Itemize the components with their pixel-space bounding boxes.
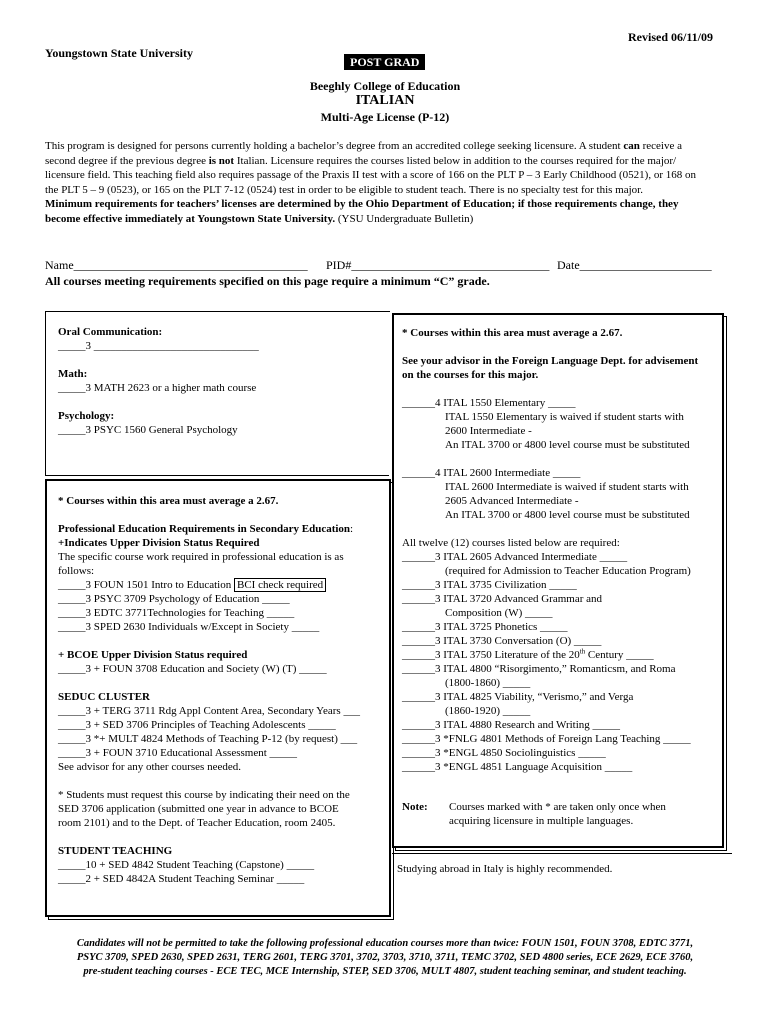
- course-ital-3750[interactable]: [402, 648, 698, 662]
- course-foun-1501[interactable]: _____3 FOUN 1501 Intro to Education: [58, 579, 232, 591]
- average-requirement: * Courses within this area must average a 2.67.: [58, 495, 279, 507]
- footer-line: PSYC 3709, SPED 2630, SPED 2631, TERG 2601, TERG 3701, 3702, 3703, 3710, 3711, TEMC 3702, SED 4800 series, ECE 2629, ECE 3760,: [76, 952, 694, 963]
- note-text: acquiring licensure in multiple languages.: [449, 815, 634, 827]
- intro-requirements-note: become effective immediately at Youngstown State University.: [45, 212, 336, 225]
- course-ital-3750-end: Century _____: [585, 649, 654, 661]
- intro-emphasis: is not: [208, 154, 235, 167]
- course-engl-4851[interactable]: ______3 *ENGL 4851 Language Acquisition _____: [402, 761, 633, 773]
- note-text: Courses marked with * are taken only once when: [449, 801, 666, 813]
- professional-education: [58, 494, 360, 886]
- course-ital-1550[interactable]: ______4 ITAL 1550 Elementary _____: [402, 397, 576, 409]
- course-sed-4842[interactable]: _____10 + SED 4842 Student Teaching (Capstone) _____: [58, 859, 315, 871]
- course-edtc-3771[interactable]: _____3 EDTC 3771Technologies for Teaching _____: [58, 607, 295, 619]
- note-label: Note:: [402, 801, 428, 813]
- advisement-note: on the courses for this major.: [402, 369, 539, 381]
- intro-text: This program is designed for persons currently holding a bachelor’s degree from an accredited college seeking licensure. A student: [45, 140, 624, 152]
- course-note: 2600 Intermediate -: [445, 425, 532, 437]
- course-note: An ITAL 3700 or 4800 level course must be substituted: [445, 509, 690, 521]
- student-teaching-heading: STUDENT TEACHING: [58, 845, 173, 857]
- major-requirements: [402, 326, 698, 774]
- bcoe-status-heading: + BCOE Upper Division Status required: [58, 649, 248, 661]
- bulletin-reference: (YSU Undergraduate Bulletin): [335, 212, 474, 225]
- advisement-note: See your advisor in the Foreign Language Dept. for advisement: [402, 355, 699, 367]
- bci-check-badge: BCI check required: [234, 578, 326, 592]
- course-ital-4880[interactable]: ______3 ITAL 4880 Research and Writing _____: [402, 719, 621, 731]
- psychology-heading: Psychology:: [58, 410, 115, 422]
- post-grad-badge: [344, 55, 425, 70]
- footer-line: Candidates will not be permitted to take the following professional education courses more than twice: FOUN 1501, FOUN 3708, EDTC 3771,: [76, 938, 694, 949]
- course-note: ITAL 2600 Intermediate is waived if student starts with: [445, 481, 689, 493]
- general-requirements: [58, 325, 259, 437]
- ordinal-suffix: th: [579, 647, 586, 656]
- course-ital-2605[interactable]: ______3 ITAL 2605 Advanced Intermediate _____: [402, 551, 628, 563]
- request-note: SED 3706 application (submitted one year in advance to BCOE: [58, 803, 339, 815]
- upper-division-note: +Indicates Upper Division Status Required: [58, 537, 260, 549]
- math-heading: Math:: [58, 368, 88, 380]
- oral-communication-course[interactable]: _____3 ______________________________: [58, 340, 259, 352]
- request-note: * Students must request this course by indicating their need on the: [58, 789, 350, 801]
- course-sed-4842a[interactable]: _____2 + SED 4842A Student Teaching Seminar _____: [58, 873, 305, 885]
- course-ital-3730[interactable]: ______3 ITAL 3730 Conversation (O) _____: [402, 635, 602, 647]
- course-fnlg-4801[interactable]: ______3 *FNLG 4801 Methods of Foreign Lang Teaching _____: [402, 733, 691, 745]
- intro-text: the PLT 5 – 9 (0523), or 165 on the PLT 7-12 (0524) test in order to be eligible to student teach. There is no specialty test for this major.: [45, 183, 643, 196]
- seduc-cluster-heading: SEDUC CLUSTER: [58, 691, 150, 703]
- box-divider: [45, 475, 389, 476]
- university-name: Youngstown State University: [45, 46, 194, 60]
- course-note: (1800-1860) _____: [445, 677, 531, 689]
- all-required-note: All twelve (12) courses listed below are required:: [402, 537, 620, 549]
- psychology-course[interactable]: _____3 PSYC 1560 General Psychology: [58, 424, 238, 436]
- course-ital-3720[interactable]: ______3 ITAL 3720 Advanced Grammar and: [402, 593, 603, 605]
- grade-requirement-note: All courses meeting requirements specified on this page require a minimum “C” grade.: [45, 274, 490, 288]
- course-note: (1860-1920) _____: [445, 705, 531, 717]
- multiple-language-note: [449, 800, 666, 828]
- course-note: (required for Admission to Teacher Education Program): [445, 565, 691, 577]
- course-ital-3750-label: ______3 ITAL 3750 Literature of the 20: [402, 649, 580, 661]
- intro-paragraph: [45, 139, 735, 226]
- average-requirement: * Courses within this area must average a 2.67.: [402, 327, 623, 339]
- course-ital-3725[interactable]: ______3 ITAL 3725 Phonetics _____: [402, 621, 568, 633]
- program-title: ITALIAN: [355, 93, 415, 108]
- footer-line: pre-student teaching courses - ECE TEC, MCE Internship, STEP, SED 3706, MULT 4807, student teaching seminar, and student teaching.: [83, 966, 687, 977]
- intro-text: Italian. Licensure requires the courses listed below in addition to the courses required for the major/: [234, 154, 677, 167]
- course-note: 2605 Advanced Intermediate -: [445, 495, 579, 507]
- date-field[interactable]: Date______________________: [557, 258, 712, 272]
- repeat-policy-footer: [0, 937, 770, 979]
- specific-coursework-text: The specific course work required in professional education is as: [58, 551, 344, 563]
- intro-text: second degree if the previous degree: [45, 154, 209, 167]
- oral-communication-heading: Oral Communication:: [58, 326, 163, 338]
- course-note: An ITAL 3700 or 4800 level course must be substituted: [445, 439, 690, 451]
- advisor-note: See advisor for any other courses needed.: [58, 761, 241, 773]
- intro-text: licensure field. This teaching field also requires passage of the Praxis II test with a score of 166 on the PLT P – 3 Early Childhood (0521), or 168 on: [45, 169, 697, 181]
- course-ital-2600[interactable]: ______4 ITAL 2600 Intermediate _____: [402, 467, 581, 479]
- course-note: ITAL 1550 Elementary is waived if student starts with: [445, 411, 684, 423]
- post-grad-label: POST GRAD: [344, 54, 425, 70]
- course-note: Composition (W) _____: [445, 607, 553, 619]
- course-ital-3735[interactable]: ______3 ITAL 3735 Civilization _____: [402, 579, 577, 591]
- course-sed-3706[interactable]: _____3 + SED 3706 Principles of Teaching Adolescents _____: [58, 719, 336, 731]
- professional-education-heading: Professional Education Requirements in Secondary Education: [58, 523, 351, 535]
- course-mult-4824[interactable]: _____3 *+ MULT 4824 Methods of Teaching P-12 (by request) ___: [58, 733, 358, 745]
- course-sped-2630[interactable]: _____3 SPED 2630 Individuals w/Except in Society _____: [58, 621, 320, 633]
- license-title: Multi-Age License (P-12): [320, 110, 450, 124]
- course-foun-3710[interactable]: _____3 + FOUN 3710 Educational Assessment _____: [58, 747, 298, 759]
- heading-colon: :: [350, 523, 354, 535]
- study-abroad-note: Studying abroad in Italy is highly recommended.: [397, 863, 613, 875]
- course-engl-4850[interactable]: ______3 *ENGL 4850 Sociolinguistics _____: [402, 747, 606, 759]
- request-note: room 2101) and to the Dept. of Teacher Education, room 2405.: [58, 817, 336, 829]
- course-psyc-3709[interactable]: _____3 PSYC 3709 Psychology of Education _____: [58, 593, 290, 605]
- intro-requirements-note: Minimum requirements for teachers’ licenses are determined by the Ohio Department of Education; if those requirements change, they: [45, 198, 679, 210]
- pid-field[interactable]: PID#_________________________________: [326, 258, 550, 272]
- course-ital-4800[interactable]: ______3 ITAL 4800 “Risorgimento,” Romanticsm, and Roma: [402, 663, 676, 675]
- course-terg-3711[interactable]: _____3 + TERG 3711 Rdg Appl Content Area, Secondary Years ___: [58, 705, 360, 717]
- math-course[interactable]: _____3 MATH 2623 or a higher math course: [58, 382, 257, 394]
- intro-text: receive a: [639, 140, 682, 152]
- course-ital-4825[interactable]: ______3 ITAL 4825 Viability, “Verismo,” and Verga: [402, 691, 634, 703]
- revised-date: Revised 06/11/09: [628, 30, 714, 44]
- major-bottom-rule: [392, 853, 732, 854]
- intro-emphasis: can: [623, 140, 640, 152]
- college-name: Beeghly College of Education: [309, 79, 461, 93]
- specific-coursework-text: follows:: [58, 565, 95, 577]
- course-foun-3708[interactable]: _____3 + FOUN 3708 Education and Society (W) (T) _____: [58, 663, 327, 675]
- name-field[interactable]: Name_______________________________________: [45, 258, 308, 272]
